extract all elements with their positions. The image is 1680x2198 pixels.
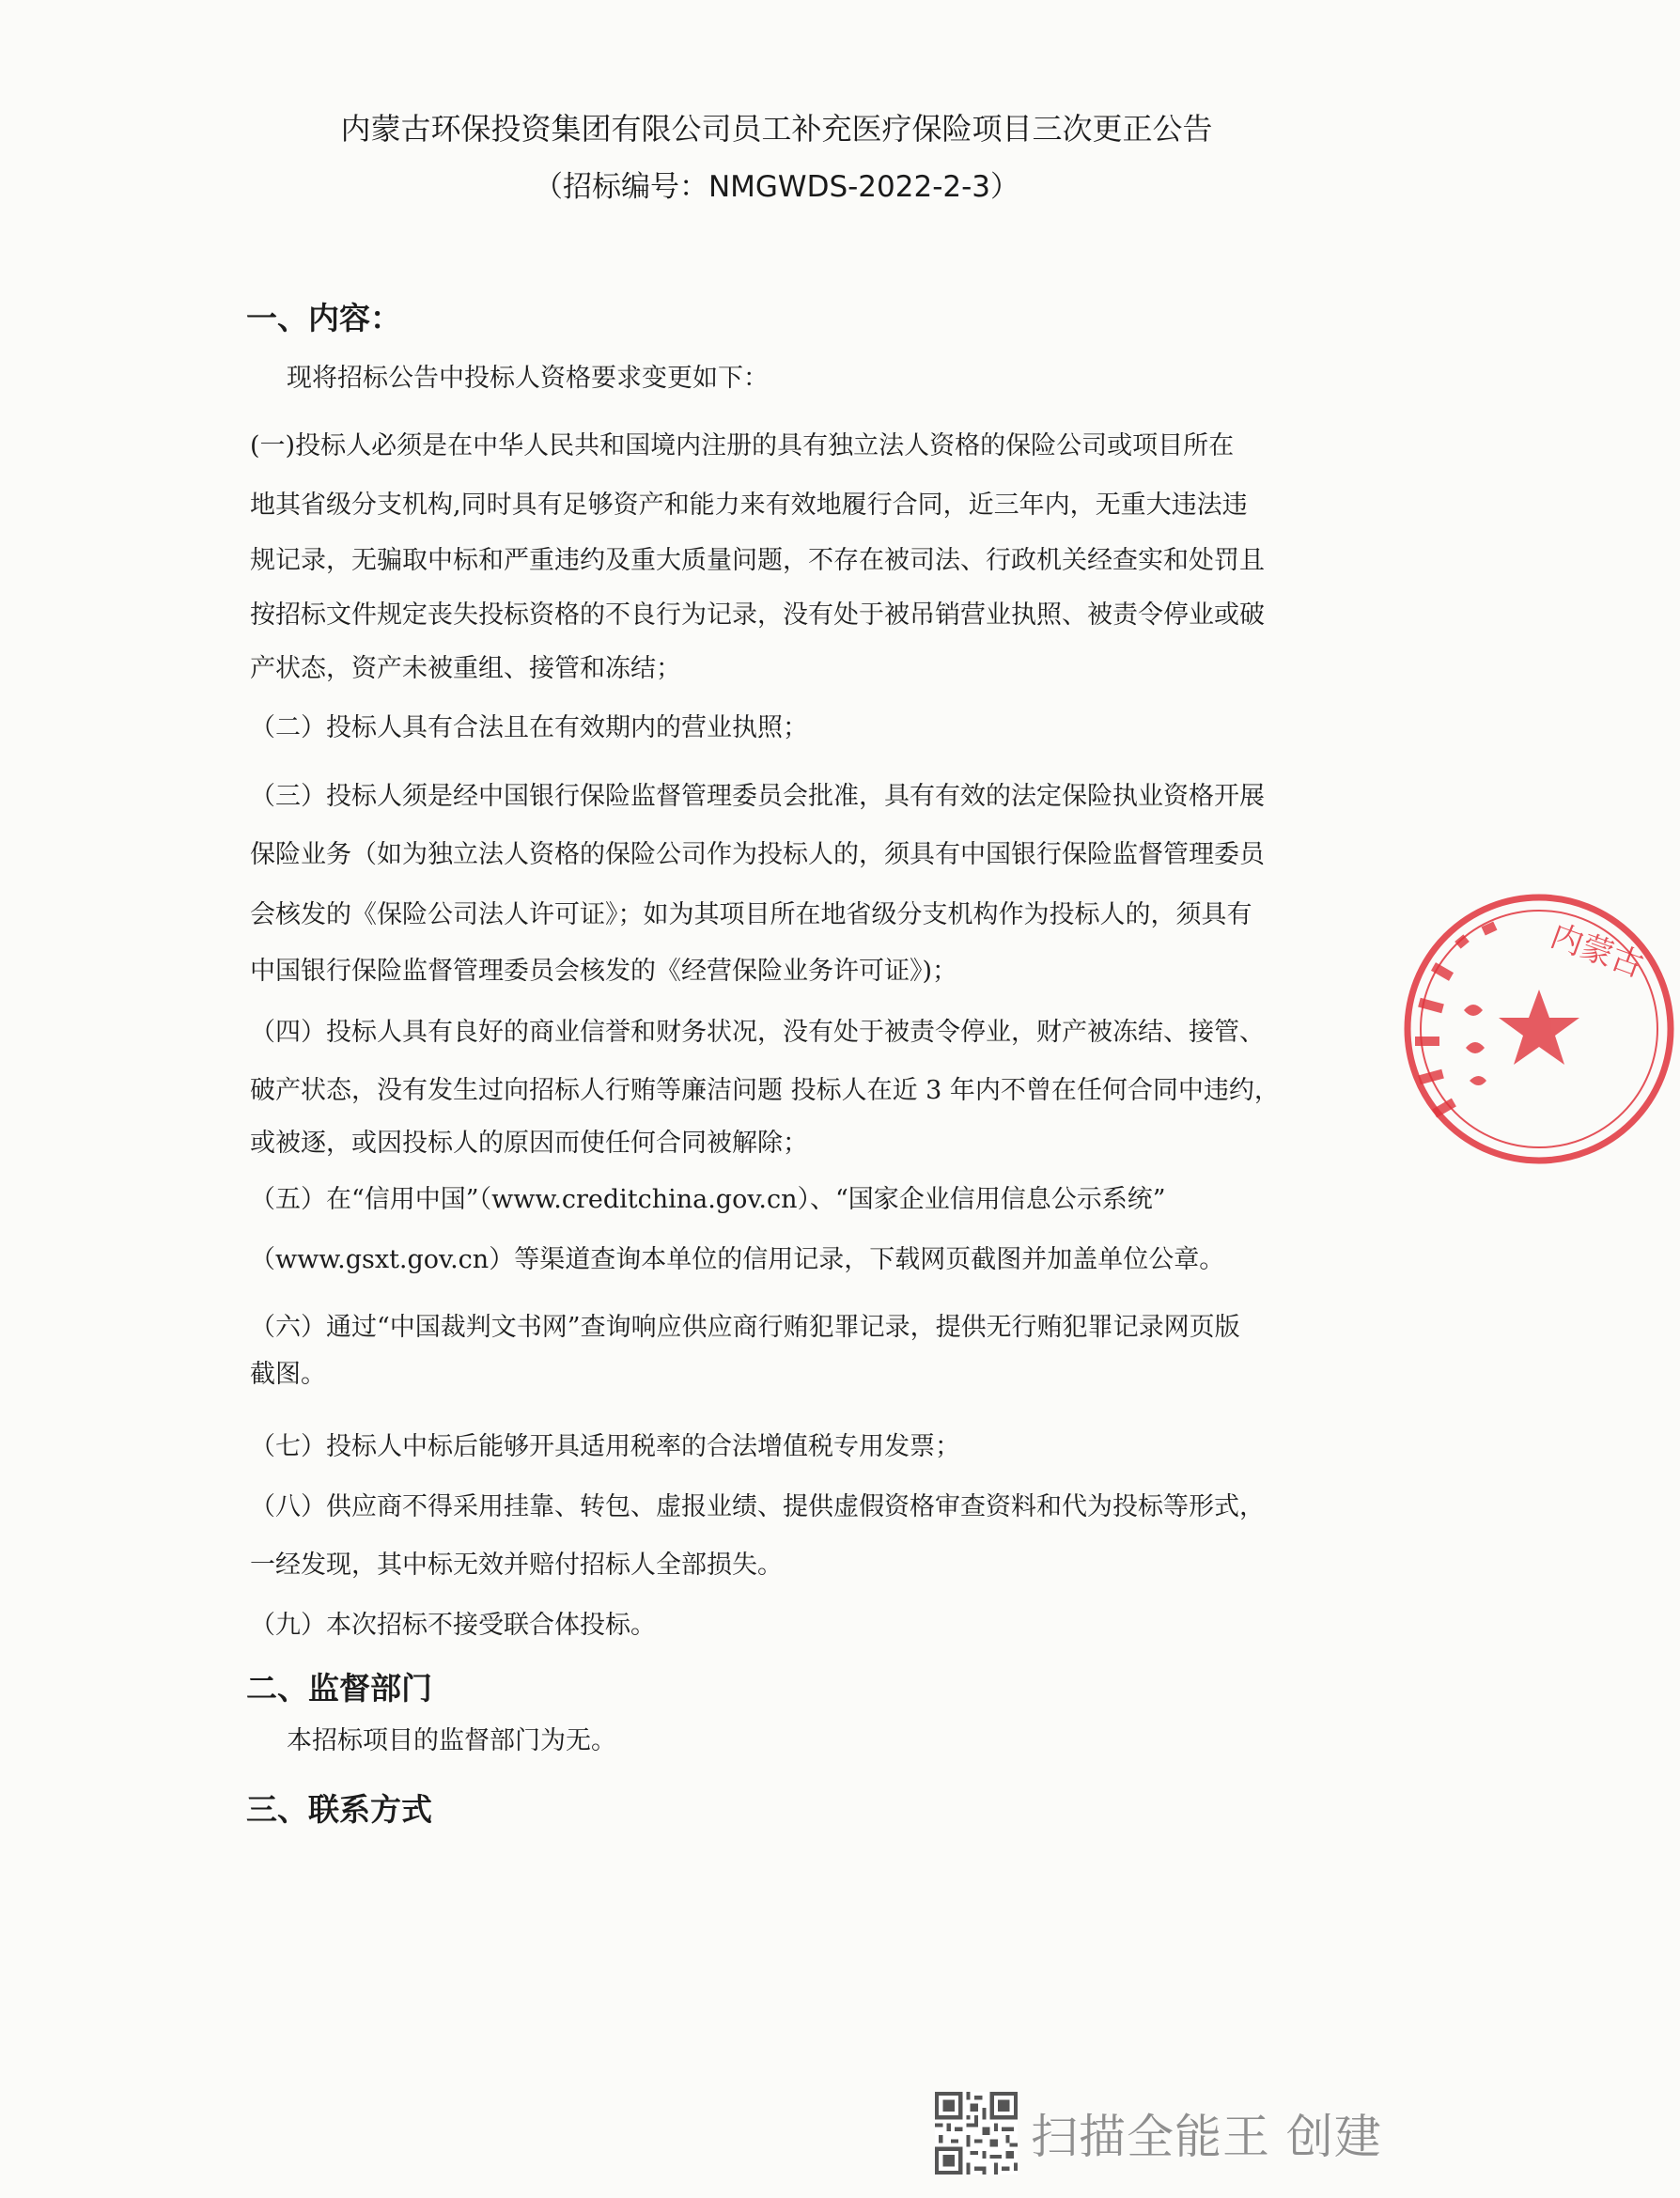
paragraph-line: （九）本次招标不接受联合体投标。	[250, 1611, 656, 1640]
paragraph-line: 按招标文件规定丧失投标资格的不良行为记录，没有处于被吊销营业执照、被责令停业或破	[250, 600, 1265, 630]
paragraph-line: （八）供应商不得采用挂靠、转包、虚报业绩、提供虚假资格审查资料和代为投标等形式，	[250, 1492, 1265, 1521]
section-heading-contact: 三、联系方式	[246, 1791, 432, 1828]
paragraph-line: （五）在“信用中国”（www.creditchina.gov.cn）、“国家企业信用信息公示系统”	[250, 1185, 1166, 1214]
seal-text: 内蒙古	[1545, 916, 1649, 986]
paragraph-line: 规记录，无骗取中标和严重违约及重大质量问题，不存在被司法、行政机关经查实和处罚且	[250, 546, 1265, 575]
official-seal-stamp	[1398, 888, 1680, 1170]
watermark-text: 扫描全能王 创建	[1031, 2110, 1382, 2164]
paragraph-line: 破产状态，没有发生过向招标人行贿等廉洁问题 投标人在近 3 年内不曾在任何合同中违约，	[250, 1076, 1280, 1105]
section-heading-supervision: 二、监督部门	[246, 1670, 432, 1707]
paragraph-line: 地其省级分支机构,同时具有足够资产和能力来有效地履行合同，近三年内，无重大违法违	[250, 491, 1248, 520]
qr-code-icon	[935, 2092, 1018, 2175]
document-title: 内蒙古环保投资集团有限公司员工补充医疗保险项目三次更正公告	[340, 111, 1213, 147]
paragraph-line: 保险业务（如为独立法人资格的保险公司作为投标人的，须具有中国银行保险监督管理委员	[250, 840, 1265, 869]
paragraph-line: （四）投标人具有良好的商业信誉和财务状况，没有处于被责令停业，财产被冻结、接管、	[250, 1018, 1265, 1047]
paragraph-line: （www.gsxt.gov.cn）等渠道查询本单位的信用记录，下载网页截图并加盖单位公章。	[250, 1245, 1225, 1274]
paragraph-line: 产状态，资产未被重组、接管和冻结；	[250, 654, 681, 683]
paragraph-line: （三）投标人须是经中国银行保险监督管理委员会批准，具有有效的法定保险执业资格开展	[250, 782, 1265, 811]
scanner-watermark	[935, 2092, 1461, 2178]
paragraph-line: 本招标项目的监督部门为无。	[287, 1726, 616, 1755]
paragraph-line: （二）投标人具有合法且在有效期内的营业执照；	[250, 713, 808, 742]
paragraph-line: （六）通过“中国裁判文书网”查询响应供应商行贿犯罪记录，提供无行贿犯罪记录网页版	[250, 1313, 1240, 1342]
paragraph-line: 中国银行保险监督管理委员会核发的《经营保险业务许可证》)；	[250, 957, 958, 986]
paragraph-line: 截图。	[250, 1360, 326, 1389]
document-subtitle: （招标编号：NMGWDS-2022-2-3）	[533, 170, 1020, 204]
section-heading-content: 一、内容：	[246, 300, 401, 336]
paragraph-line: 会核发的《保险公司法人许可证》；如为其项目所在地省级分支机构作为投标人的，须具有	[250, 900, 1252, 929]
paragraph-line: 一经发现，其中标无效并赔付招标人全部损失。	[250, 1551, 783, 1580]
paragraph-line: 现将招标公告中投标人资格要求变更如下：	[287, 364, 769, 393]
paragraph-line: （七）投标人中标后能够开具适用税率的合法增值税专用发票；	[250, 1432, 960, 1461]
paragraph-line: 或被逐，或因投标人的原因而使任何合同被解除；	[250, 1129, 808, 1158]
paragraph-line: (一)投标人必须是在中华人民共和国境内注册的具有独立法人资格的保险公司或项目所在	[250, 431, 1235, 460]
